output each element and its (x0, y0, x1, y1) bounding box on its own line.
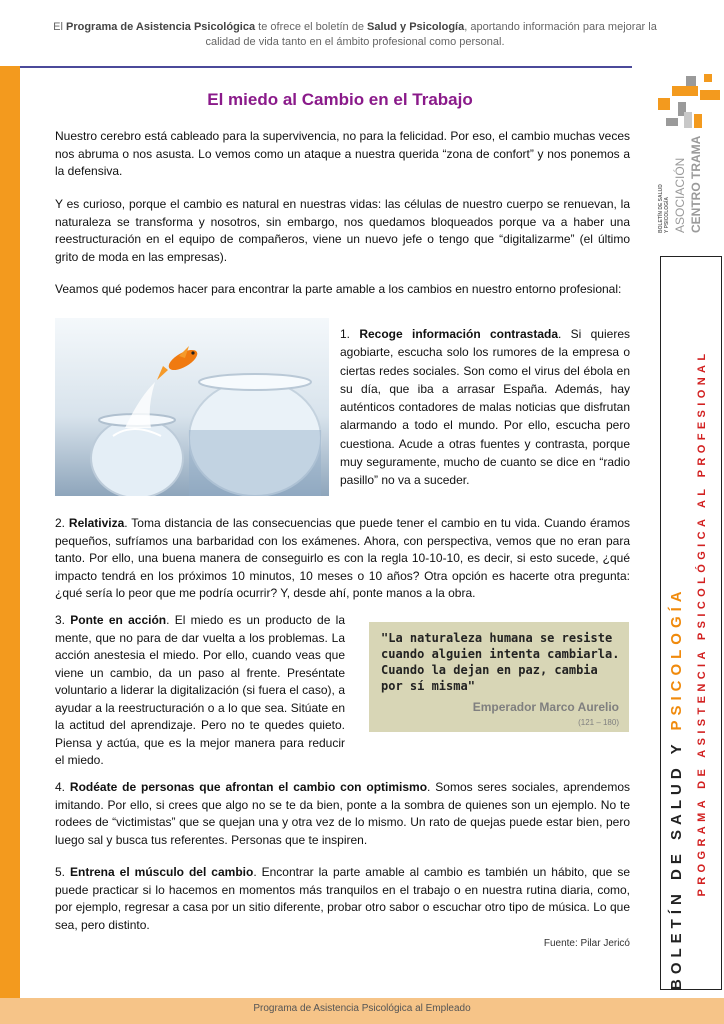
point-5-number: 5. (55, 865, 70, 879)
goldfish-jump-image (55, 318, 329, 496)
point-1-number: 1. (340, 327, 360, 341)
header-program: Programa de Asistencia Psicológica (65, 21, 256, 33)
header-pre: El (53, 21, 66, 33)
sidebar-subtitle: PROGRAMA DE ASISTENCIA PSICOLÓGICA AL PROFESIONAL (696, 349, 708, 897)
point-2-number: 2. (55, 516, 69, 530)
point-4-heading: Rodéate de personas que afrontan el cambio con optimismo (69, 780, 428, 794)
logo-small-text-1: BOLETÍN DE SALUD (658, 184, 664, 233)
point-4-body: . Somos seres sociales, aprendemos imitando. Por ello, si crees que algo no se te da bien, ponte a la sombra de quienes son un ejemplo. No te rodees de “victimistas” que se quejan una y otra vez de lo mismo. Un rato de quejas puede estar bien, pero luego sal y busca tus referentes. Personas que te inspiren. (55, 780, 631, 847)
point-1 (340, 325, 630, 490)
source-credit: Fuente: Pilar Jericó (543, 938, 630, 949)
point-5 (55, 864, 630, 934)
point-4 (55, 779, 630, 849)
quote-author: Emperador Marco Aurelio (472, 700, 619, 714)
point-1-body: . Si quieres agobiarte, escucha solo los rumores de la empresa o ciertas redes sociales. Son como el virus del ébola en su día, que iba a arrasar España. Además, hay auténticos contadores de malas noticias que disfrutan alarmando a todo el mundo. Por ello, escucha pero cuestiona. Acude a otras fuentes y contrasta, porque muy seguramente, mucho de cuanto se dice en “radio pasillo” no va a suceder. (340, 327, 630, 488)
centro-trama-logo (656, 68, 722, 233)
quote-years: (121 – 180) (578, 718, 619, 727)
sidebar-title-part1: BOLETÍN DE SALUD Y (668, 730, 685, 990)
point-2 (55, 515, 630, 603)
point-5-heading: Entrena el músculo del cambio (70, 865, 254, 879)
logo-org-2: CENTRO TRAMA (689, 135, 703, 233)
intro-paragraph-2: Y es curioso, porque el cambio es natural en nuestras vidas: las células de nuestro cuerpo se renuevan, la naturaleza se transforma y nosotros, sin embargo, nos quedamos bloqueados porque va a haber una reestructuración en el equipo de compañeros, viene un nuevo jefe o tengo que “digitalizarme” (el último grito de moda en las empresas). (55, 197, 630, 264)
sidebar-title-part2: PSICOLOGÍA (668, 586, 685, 731)
logo-small-text-2: Y PSICOLOGÍA (664, 196, 670, 233)
left-accent-bar (0, 66, 20, 998)
point-3-heading: Ponte en acción (70, 613, 167, 627)
point-1-heading: Recoge información contrastada (359, 327, 558, 341)
point-3-number: 3. (55, 613, 71, 627)
header-divider (20, 66, 632, 68)
header-note (40, 20, 670, 50)
point-3-body: . El miedo es un producto de la mente, que no para de dar vuelta a los problemas. La acción anestesia el miedo. Por ello, cuando veas que viene un cambio, da un paso al frente. Preséntate voluntario a liderar la digitalización (si fuera el caso), a ayudar a la reestructuración o a lo que sea. Sitúate en la actitud del aprendizaje. Pero no te quedes quieto. Piensa y actúa, que es la mejor manera para reducir el miedo. (55, 613, 345, 767)
quote-box (369, 622, 629, 732)
intro-paragraph-3: Veamos qué podemos hacer para encontrar la parte amable a los cambios en nuestro entorno profesional: (55, 282, 622, 296)
sidebar-title (668, 256, 686, 990)
header-mid: te ofrece el boletín de (255, 21, 368, 33)
point-4-number: 4. (55, 780, 70, 794)
point-2-body: . Toma distancia de las consecuencias que puede tener el cambio en tu vida. Cuando éramos pequeños, sufríamos una barbaridad con los exámenes. Ahora, con perspectiva, vemos que no eran para tanto. Por ello, una buena manera de conseguirlo es con la regla 10-10-10, es decir, si esto sucede, ¿qué impacto tendrá en los próximos 10 minutos, 10 meses o 10 años? Otra opción es hacerte otra pregunta: ¿qué sería lo peor que me podría ocurrir? Y, desde ahí, ponte manos a la obra. (55, 516, 631, 600)
footer-text: Programa de Asistencia Psicológica al Empleado (253, 1003, 471, 1014)
point-5-body: . Encontrar la parte amable al cambio es también un hábito, que se puede practicar si lo hacemos en momentos más tranquilos en el trabajo o en nuestra rutina diaria, como, por ejemplo, regresar a casa por un sitio diferente, probar otro sabor o escuchar otro tipo de música. Lo que sea, pero distinto. (55, 865, 630, 932)
logo-org-1: ASOCIACIÓN (673, 157, 687, 233)
point-3 (55, 612, 345, 770)
quote-text: "La naturaleza humana se resiste cuando alguien intenta cambiarla. Cuando la dejan en paz, cambia por sí misma" (381, 631, 620, 693)
header-post: , aportando información para mejorar la calidad de vida tanto en el ámbito profesional como personal. (205, 21, 657, 48)
intro-paragraph-1: Nuestro cerebro está cableado para la supervivencia, no para la felicidad. Por eso, el cambio muchas veces nos abruma o nos asusta. Lo vemos como un ataque a nuestra querida “zona de confort” y nos ponemos a la defensiva. (55, 129, 630, 178)
page-title: El miedo al Cambio en el Trabajo (207, 90, 473, 109)
point-2-heading: Relativiza (68, 516, 125, 530)
header-bulletin: Salud y Psicología (367, 21, 465, 33)
